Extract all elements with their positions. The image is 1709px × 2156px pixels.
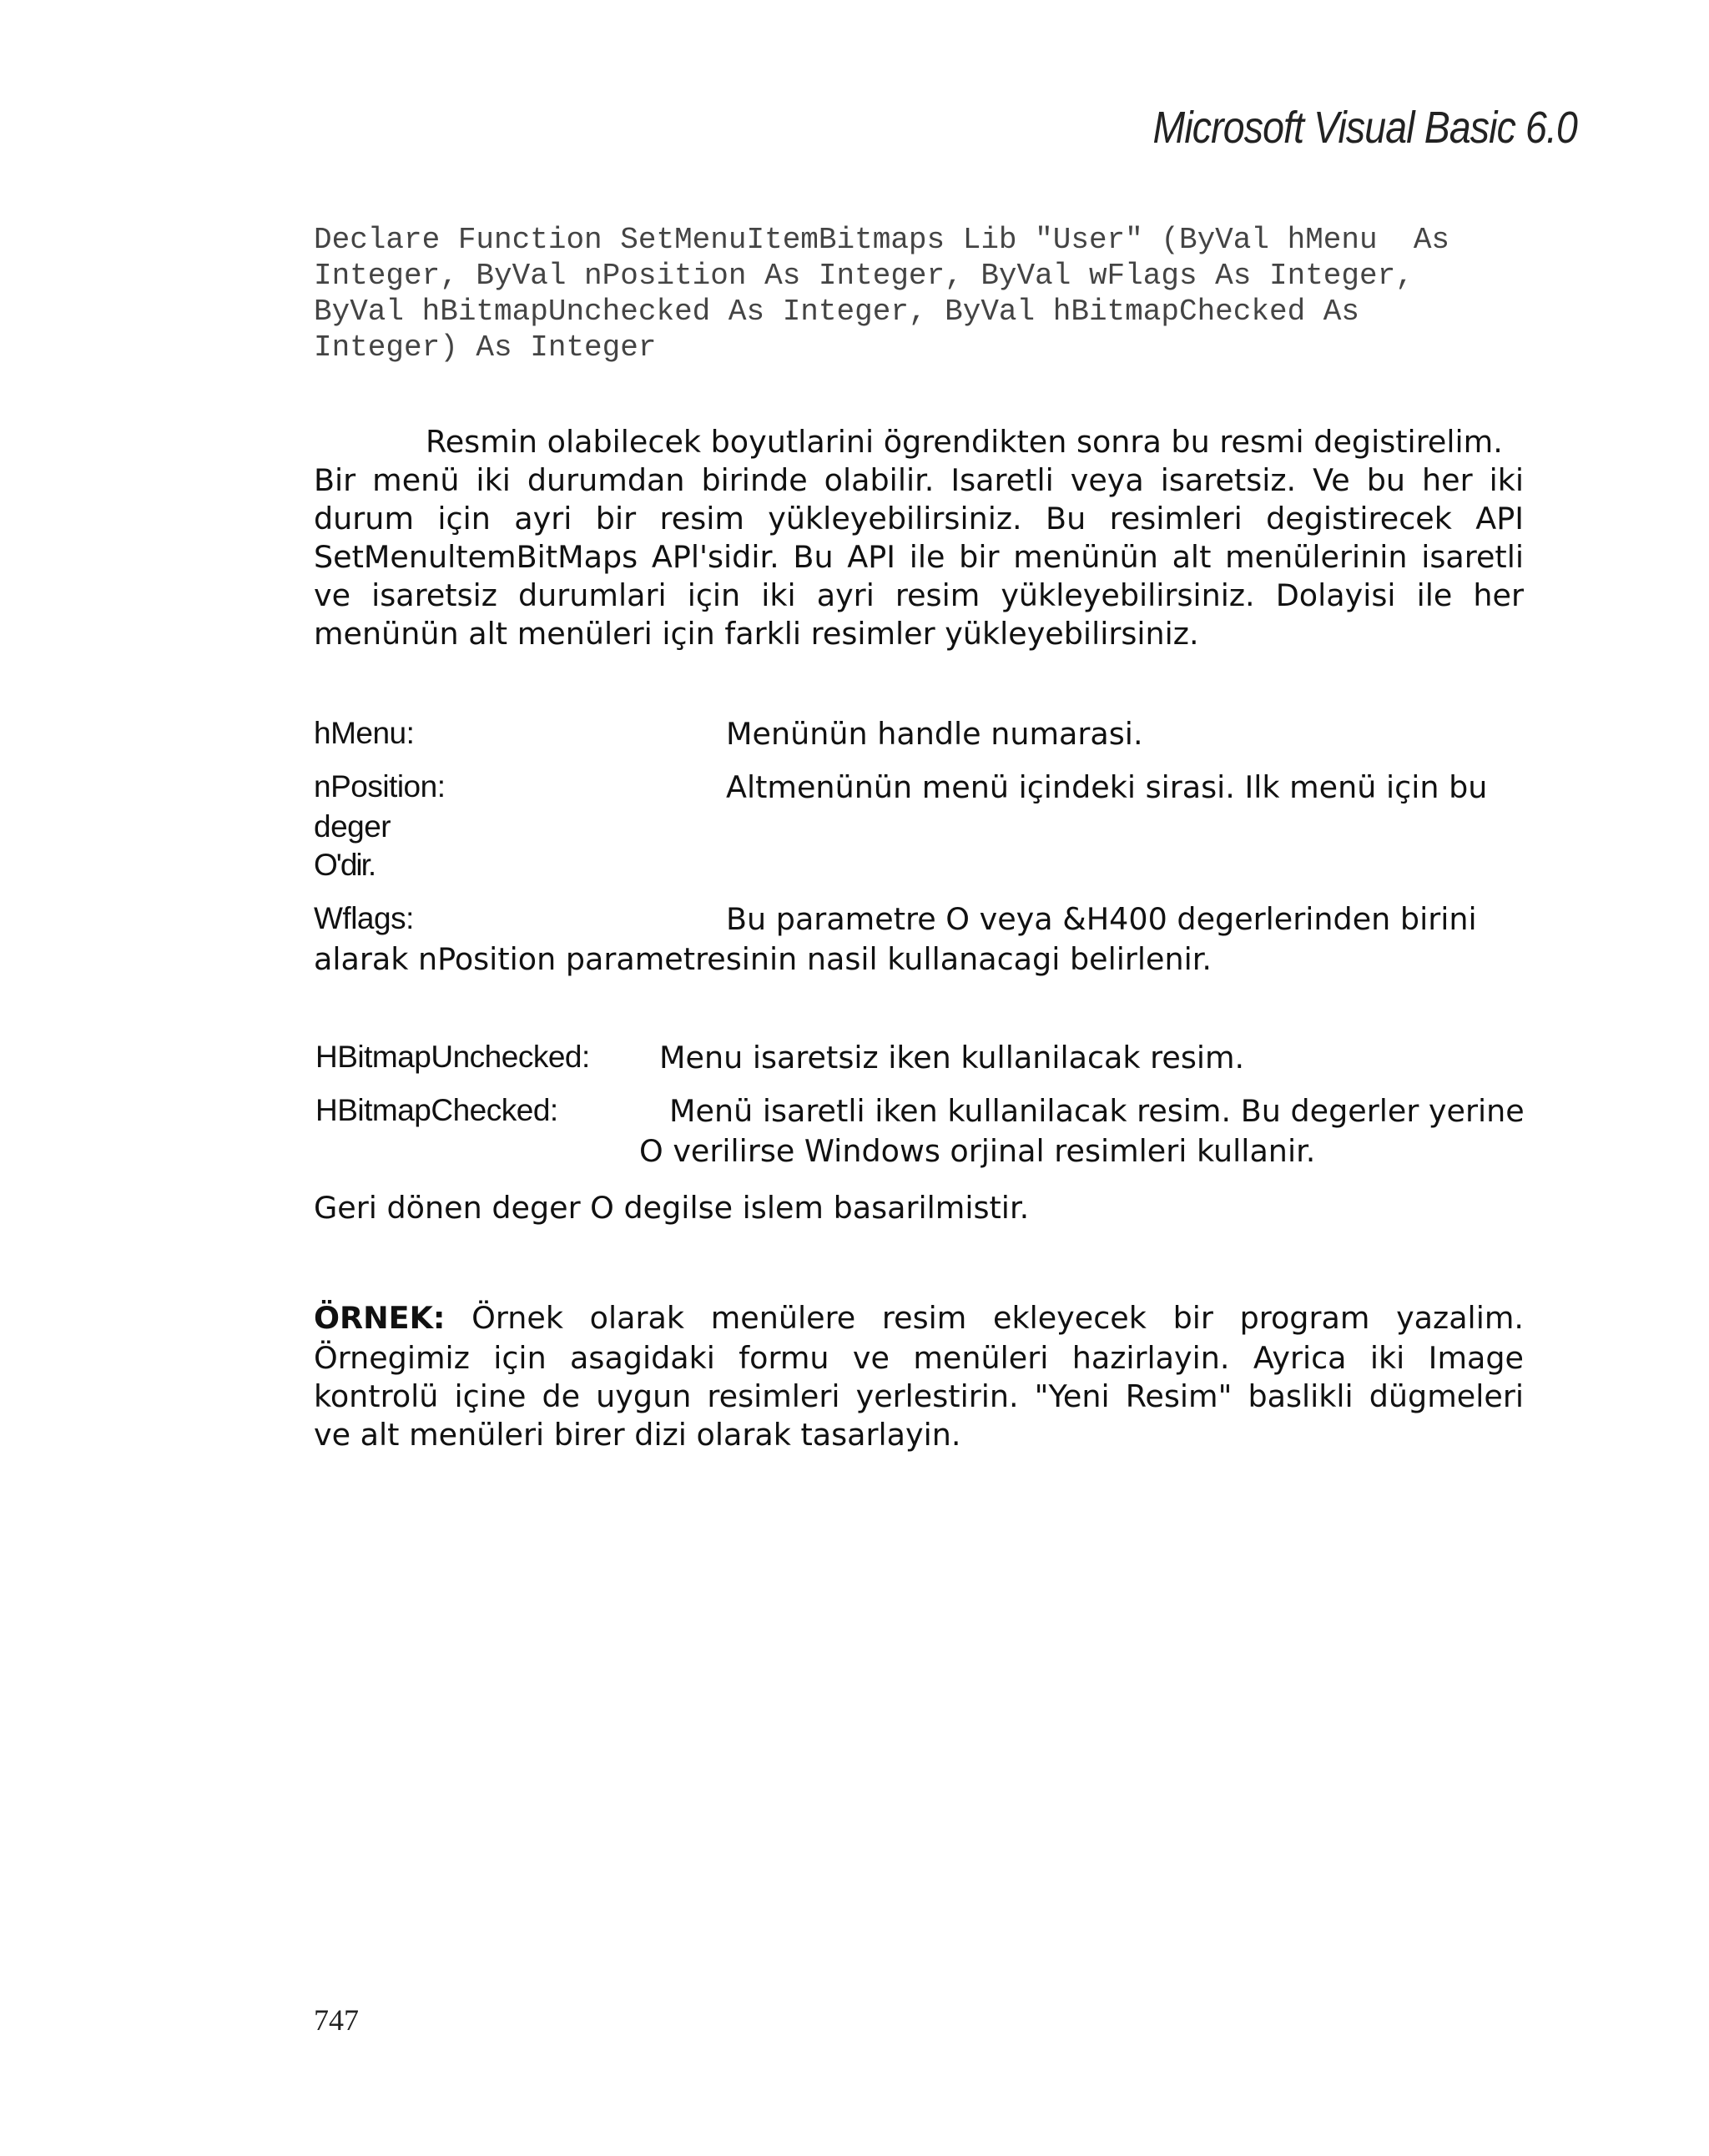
param-desc-unchecked: Menu isaretsiz iken kullanilacak resim. <box>659 1040 1245 1075</box>
text-line: Örnek olarak menülere resim ekleyecek bir program yazalim. <box>445 1300 1524 1336</box>
running-header: Microsoft Visual Basic 6.0 <box>1152 103 1577 153</box>
code-block <box>314 222 1532 365</box>
text-line: Örnegimiz için asagidaki formu ve menüleri hazirlayin. Ayrica iki Image <box>314 1340 1524 1376</box>
text-line: durum için ayri bir resim yükleyebilirsiniz. Bu resimleri degistirecek API <box>314 501 1524 536</box>
example-label: ÖRNEK: <box>314 1300 446 1336</box>
code-line: Declare Function SetMenuItemBitmaps Lib "User" (ByVal hMenu As <box>314 223 1450 257</box>
param-term-hmenu: hMenu: <box>314 716 415 750</box>
text-line: SetMenultemBitMaps APl'sidir. Bu API ile bir menünün alt menülerinin isaretli <box>314 539 1524 575</box>
return-value-text: Geri dönen deger O degilse islem basarilmistir. <box>314 1190 1030 1226</box>
text-line <box>314 1300 1524 1336</box>
param-term-unchecked: HBitmapUnchecked: <box>315 1040 590 1074</box>
param-desc-hmenu: Menünün handle numarasi. <box>726 716 1143 752</box>
param-desc-checked-cont: O verilirse Windows orjinal resimleri kullanir. <box>639 1133 1316 1169</box>
text-line: Bir menü iki durumdan birinde olabilir. Isaretli veya isaretsiz. Ve bu her iki <box>314 462 1524 498</box>
text-line: ve isaretsiz durumlari için iki ayri resim yükleyebilirsiniz. Dolayisi ile her <box>314 577 1524 613</box>
param-desc-nposition-cont: O'dir. <box>314 848 376 882</box>
param-term-wflags: Wflags: <box>314 901 414 935</box>
param-desc-nposition-cont: deger <box>314 809 391 844</box>
param-desc-wflags: Bu parametre O veya &H400 degerlerinden birini <box>726 901 1477 937</box>
text-line: ve alt menüleri birer dizi olarak tasarlayin. <box>314 1417 961 1453</box>
param-term-checked: HBitmapChecked: <box>315 1093 558 1127</box>
param-desc-checked: Menü isaretli iken kullanilacak resim. Bu degerler yerine <box>669 1093 1525 1129</box>
text-line: kontrolü içine de uygun resimleri yerlestirin. "Yeni Resim" baslikli dügmeleri <box>314 1378 1524 1414</box>
text-line: menünün alt menüleri için farkli resimler yükleyebilirsiniz. <box>314 616 1199 652</box>
param-desc-wflags-cont: alarak nPosition parametresinin nasil kullanacagi belirlenir. <box>314 941 1212 977</box>
param-term-nposition: nPosition: <box>314 769 446 803</box>
text-line: Resmin olabilecek boyutlarini ögrendikten sonra bu resmi degistirelim. <box>426 424 1503 460</box>
param-desc-nposition: Altmenünün menü içindeki sirasi. Ilk menü için bu <box>726 769 1488 805</box>
code-line: ByVal hBitmapUnchecked As Integer, ByVal hBitmapChecked As <box>314 295 1360 329</box>
page-number: 747 <box>314 2003 359 2037</box>
code-line: Integer, ByVal nPosition As Integer, ByVal wFlags As Integer, <box>314 259 1414 293</box>
code-line: Integer) As Integer <box>314 330 657 365</box>
